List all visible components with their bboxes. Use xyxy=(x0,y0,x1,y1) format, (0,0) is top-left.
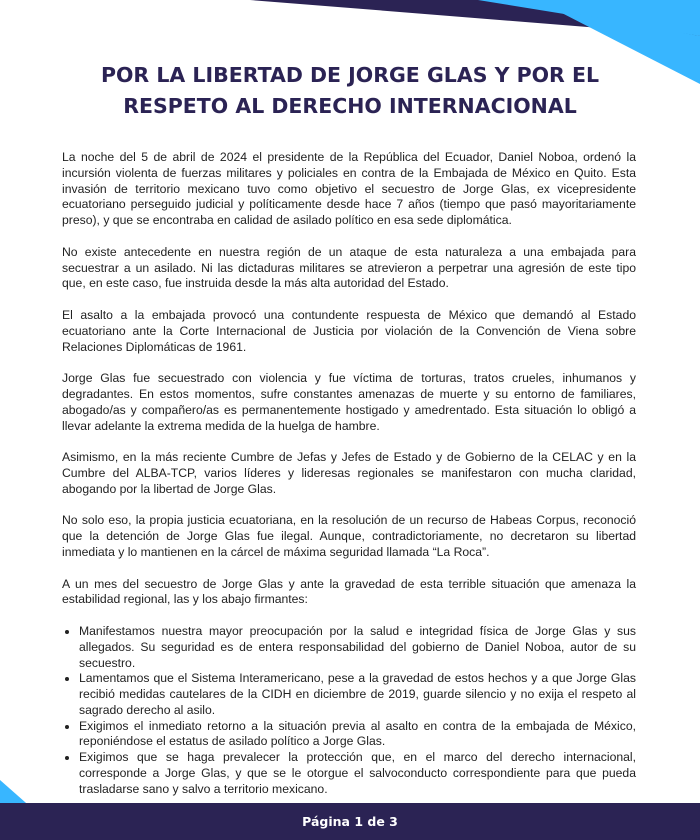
list-item: • Manifestamos nuestra mayor preocupación por la salud e integridad física de Jorge Glas y sus allegados. Su seguridad es de entera responsabilidad del gobierno de Daniel Noboa, autor de su secuestro. xyxy=(79,624,636,671)
paragraph: Asimismo, en la más reciente Cumbre de Jefas y Jefes de Estado y de Gobierno de la CELAC y en la Cumbre del ALBA-TCP, varios líderes y lideresas regionales se manifestaron con mucha claridad, abogando por la libertad de Jorge Glas. xyxy=(62,450,636,496)
paragraph: El asalto a la embajada provocó una contundente respuesta de México que demandó al Estado ecuatoriano ante la Corte Internacional de Justicia por violación de la Convención de Viena sobre Relaciones Diplomáticas de 1961. xyxy=(62,307,636,354)
list-item: • Exigimos que se haga prevalecer la protección que, en el marco del derecho internacional, corresponde a Jorge Glas, y que se le otorgue el salvoconducto correspondiente para que pueda trasladarse sano y salvo a territorio mexicano. xyxy=(79,750,636,797)
paragraph: No solo eso, la propia justicia ecuatoriana, en la resolución de un recurso de Habeas Corpus, reconoció que la detención de Jorge Glas fue ilegal. Aunque, contradictoriamente, no decretaron su libertad inmediata y lo mantienen en la cárcel de máxima seguridad llamada “La Roca”. xyxy=(62,513,636,559)
document-body xyxy=(62,150,636,798)
paragraph: La noche del 5 de abril de 2024 el presidente de la República del Ecuador, Daniel Noboa, ordenó la incursión violenta de fuerzas militares y policiales en contra de la Embajada de México en Quito. Esta invasión de territorio mexicano tuvo como objetivo el secuestro de Jorge Glas, ex vicepresidente ecuatoriano perseguido judicial y políticamente desde hace 7 años (tiempo que pasó mayoritariamente preso), y que se encontraba en calidad de asilado político en esa sede diplomática. xyxy=(62,150,636,228)
paragraph: A un mes del secuestro de Jorge Glas y ante la gravedad de esta terrible situación que amenaza la estabilidad regional, las y los abajo firmantes: xyxy=(62,576,636,607)
page-title xyxy=(40,60,660,122)
title-line-2: RESPETO AL DERECHO INTERNACIONAL xyxy=(123,94,577,118)
title-line-1: POR LA LIBERTAD DE JORGE GLAS Y POR EL xyxy=(100,63,600,87)
page-number: Página 1 de 3 xyxy=(302,814,398,829)
list-item: • Lamentamos que el Sistema Interamericano, pese a la gravedad de estos hechos y a que Jorge Glas recibió medidas cautelares de la CIDH en diciembre de 2019, guarde silencio y no exija el respeto al sagrado derecho al asilo. xyxy=(79,671,636,718)
demands-list xyxy=(62,624,636,798)
paragraph: Jorge Glas fue secuestrado con violencia y fue víctima de torturas, tratos crueles, inhumanos y degradantes. En estos momentos, sufre constantes amenazas de muerte y su entorno de familiares, abogado/as y compañero/as es permanentemente hostigado y amedrentado. Esta situación lo obligó a llevar adelante la extrema medida de la huelga de hambre. xyxy=(62,371,636,433)
paragraph: No existe antecedente en nuestra región de un ataque de esta naturaleza a una embajada para secuestrar a un asilado. Ni las dictaduras militares se atrevieron a perpetrar una agresión de este tipo que, en este caso, fue instruida desde la más alta autoridad del Estado. xyxy=(62,244,636,291)
list-item: • Exigimos el inmediato retorno a la situación previa al asalto en contra de la embajada de México, reponiéndose el estatus de asilado político a Jorge Glas. xyxy=(79,719,636,751)
footer-bar xyxy=(0,803,700,840)
